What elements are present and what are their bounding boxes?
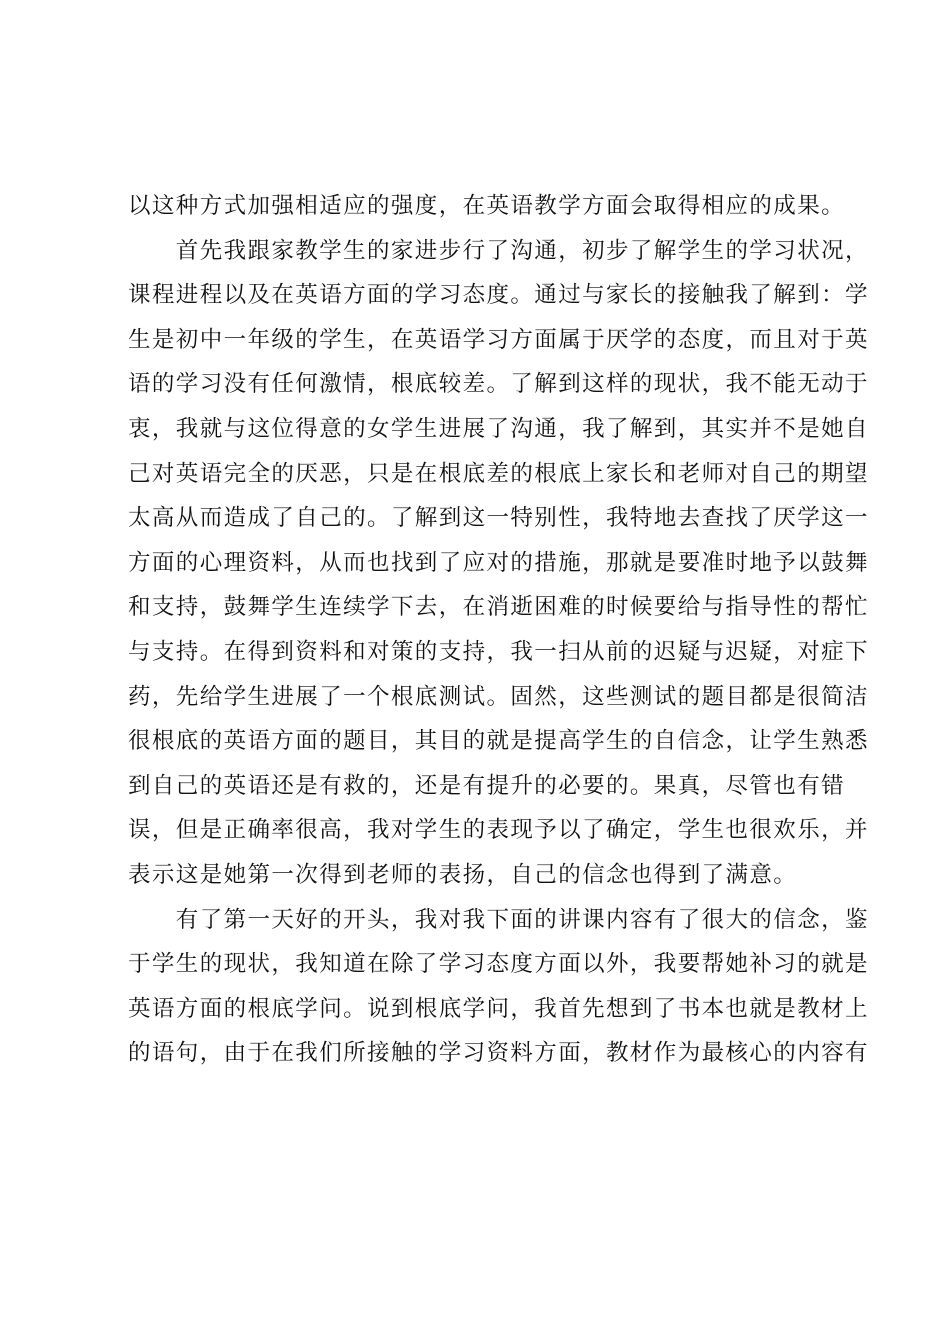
text-line: 生是初中一年级的学生，在英语学习方面属于厌学的态度，而且对于英 bbox=[128, 326, 869, 353]
document-body bbox=[128, 184, 869, 1076]
text-line: 衷，我就与这位得意的女学生进展了沟通，我了解到，其实并不是她自 bbox=[128, 415, 869, 442]
text-line: 课程进程以及在英语方面的学习态度。通过与家长的接触我了解到：学 bbox=[128, 282, 869, 309]
text-line: 药，先给学生进展了一个根底测试。固然，这些测试的题目都是很简洁 bbox=[128, 683, 869, 710]
text-line: 于学生的现状，我知道在除了学习态度方面以外，我要帮她补习的就是 bbox=[128, 951, 869, 978]
text-line: 英语方面的根底学问。说到根底学问，我首先想到了书本也就是教材上 bbox=[128, 995, 869, 1022]
text-line: 和支持，鼓舞学生连续学下去，在消逝困难的时候要给与指导性的帮忙 bbox=[128, 594, 869, 621]
paragraph-3 bbox=[128, 898, 869, 1076]
paragraph-2 bbox=[128, 229, 869, 898]
text-line: 误，但是正确率很高，我对学生的表现予以了确定，学生也很欢乐，并 bbox=[128, 817, 869, 844]
text-line: 到自己的英语还是有救的，还是有提升的必要的。果真，尽管也有错 bbox=[128, 772, 846, 799]
text-line: 己对英语完全的厌恶，只是在根底差的根底上家长和老师对自己的期望 bbox=[128, 460, 869, 487]
paragraph-1 bbox=[128, 184, 846, 229]
text-line: 有了第一天好的开头，我对我下面的讲课内容有了很大的信念，鉴 bbox=[128, 906, 869, 933]
text-line: 语的学习没有任何激情，根底较差。了解到这样的现状，我不能无动于 bbox=[128, 371, 869, 398]
text-line: 太高从而造成了自己的。了解到这一特别性，我特地去查找了厌学这一 bbox=[128, 505, 869, 532]
text-line: 很根底的英语方面的题目，其目的就是提高学生的自信念，让学生熟悉 bbox=[128, 728, 869, 755]
text-line: 方面的心理资料，从而也找到了应对的措施，那就是要准时地予以鼓舞 bbox=[128, 549, 869, 576]
text-line: 与支持。在得到资料和对策的支持，我一扫从前的迟疑与迟疑，对症下 bbox=[128, 638, 869, 665]
text-line: 以这种方式加强相适应的强度，在英语教学方面会取得相应的成果。 bbox=[128, 193, 846, 219]
text-line: 首先我跟家教学生的家进步行了沟通，初步了解学生的学习状况， bbox=[128, 237, 869, 264]
text-line: 表示这是她第一次得到老师的表扬，自己的信念也得到了满意。 bbox=[128, 861, 798, 888]
text-line: 的语句，由于在我们所接触的学习资料方面，教材作为最核心的内容有 bbox=[128, 1040, 869, 1067]
